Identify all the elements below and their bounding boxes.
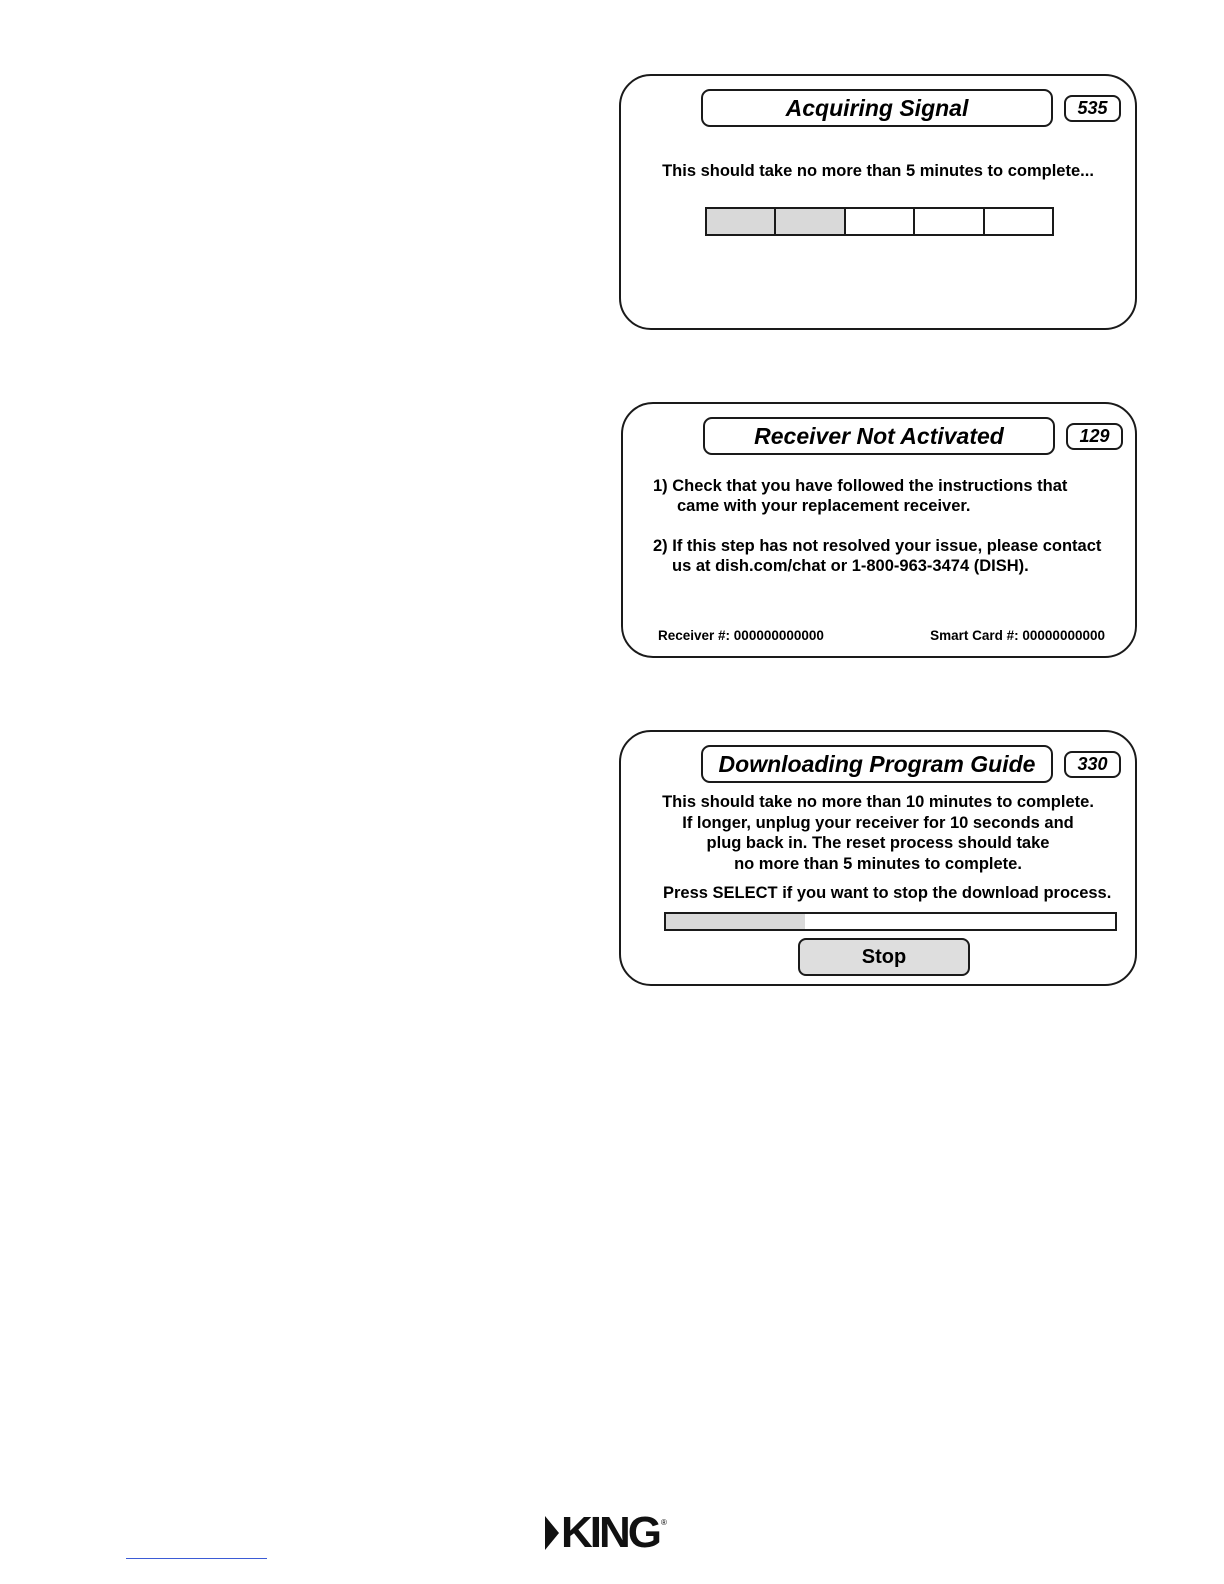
progress-segment	[776, 209, 845, 234]
progress-segment	[846, 209, 915, 234]
not-activated-code-badge: 129	[1066, 423, 1123, 450]
downloading-title: Downloading Program Guide	[701, 745, 1053, 783]
step-2-line-1: 2) If this step has not resolved your issue, please contact	[653, 537, 1102, 555]
download-progress-bar	[664, 912, 1117, 931]
logo-text: KING	[561, 1508, 659, 1557]
acquiring-progress-bar	[705, 207, 1054, 236]
receiver-number: Receiver #: 000000000000	[658, 628, 824, 643]
footer-link-underline[interactable]	[126, 1558, 267, 1559]
downloading-line-2: If longer, unplug your receiver for 10 seconds and	[682, 813, 1074, 832]
downloading-guide-screen	[619, 730, 1137, 986]
press-select-hint: Press SELECT if you want to stop the download process.	[663, 884, 1112, 902]
king-logo	[545, 1508, 667, 1557]
acquiring-code-badge: 535	[1064, 95, 1121, 122]
instruction-step-2	[653, 536, 1101, 576]
progress-segment	[915, 209, 984, 234]
step-2-line-2: us at dish.com/chat or 1-800-963-3474 (DISH).	[672, 557, 1029, 575]
download-progress-fill	[666, 914, 805, 929]
downloading-line-1: This should take no more than 10 minutes to complete.	[662, 793, 1094, 811]
instruction-step-1	[653, 476, 1067, 516]
acquiring-message: This should take no more than 5 minutes to complete...	[662, 162, 1094, 180]
progress-segment	[985, 209, 1052, 234]
registered-mark: ®	[661, 1518, 667, 1527]
not-activated-title: Receiver Not Activated	[703, 417, 1055, 455]
step-1-line-2: came with your replacement receiver.	[677, 497, 971, 515]
downloading-line-4: no more than 5 minutes to complete.	[734, 854, 1022, 873]
logo-arrow-icon	[545, 1516, 559, 1550]
downloading-message	[621, 792, 1135, 874]
receiver-not-activated-screen	[621, 402, 1137, 658]
progress-segment	[707, 209, 776, 234]
acquiring-title: Acquiring Signal	[701, 89, 1053, 127]
stop-button[interactable]: Stop	[798, 938, 970, 976]
downloading-code-badge: 330	[1064, 751, 1121, 778]
acquiring-signal-screen	[619, 74, 1137, 330]
smart-card-number: Smart Card #: 00000000000	[930, 628, 1105, 643]
downloading-line-3: plug back in. The reset process should take	[706, 834, 1050, 852]
step-1-line-1: 1) Check that you have followed the instructions that	[653, 477, 1068, 495]
